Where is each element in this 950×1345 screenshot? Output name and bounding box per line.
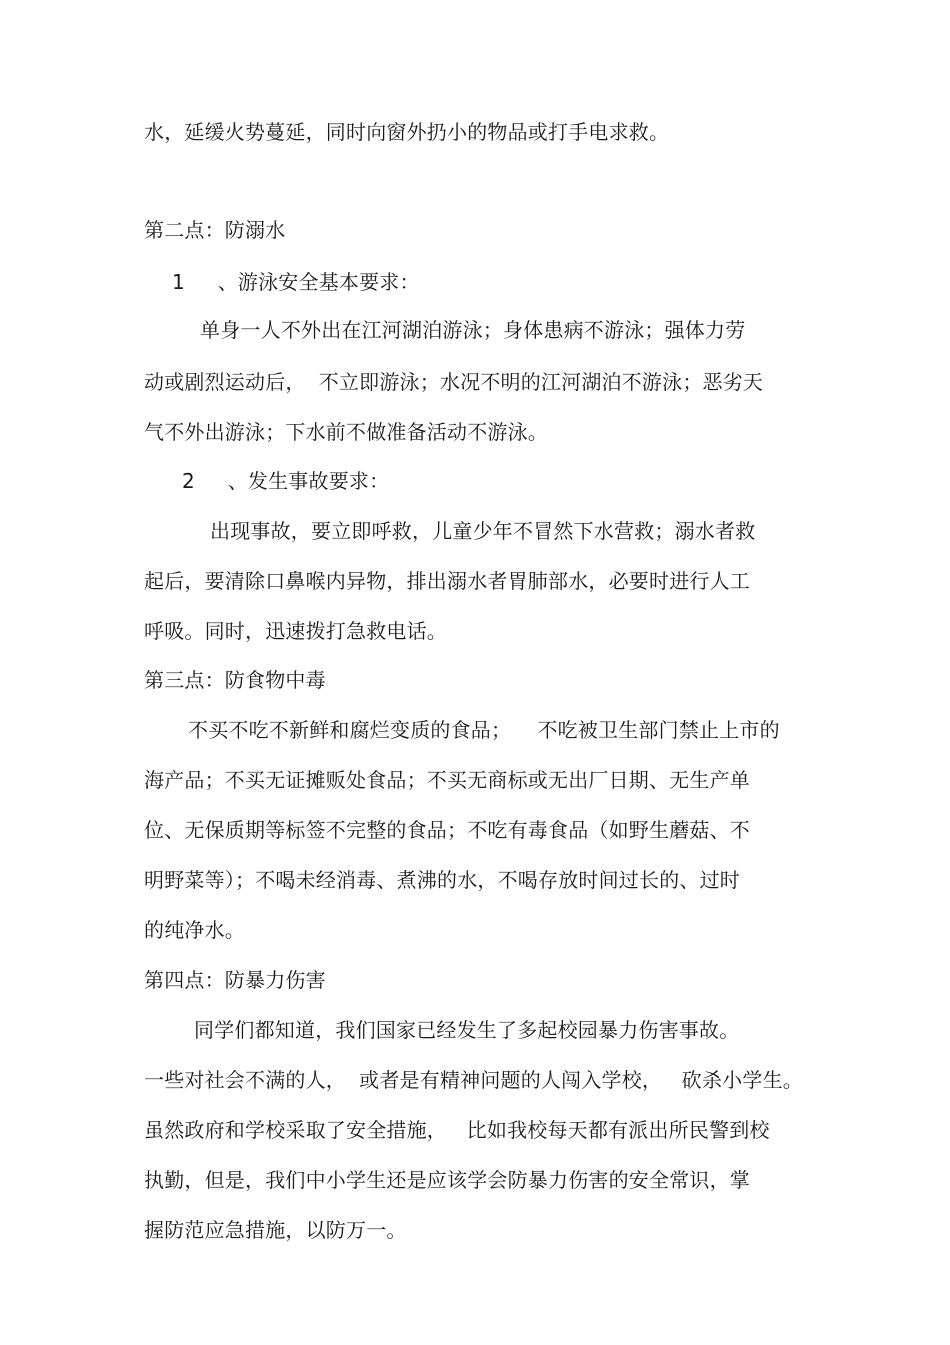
paragraph-line: 动或剧烈运动后， 不立即游泳；水况不明的江河湖泊不游泳；恶劣天: [144, 370, 764, 394]
paragraph-line: 海产品；不买无证摊贩处食品；不买无商标或无出厂日期、无生产单: [144, 768, 750, 792]
paragraph-line: 的纯净水。: [144, 918, 245, 942]
subsection-heading: 1 、游泳安全基本要求：: [172, 270, 420, 294]
paragraph-line: 同学们都知道，我们国家已经发生了多起校园暴力伤害事故。: [194, 1018, 740, 1042]
paragraph-line: 位、无保质期等标签不完整的食品；不吃有毒食品（如野生蘑菇、不: [144, 818, 750, 842]
paragraph-line: 执勤，但是，我们中小学生还是应该学会防暴力伤害的安全常识，掌: [144, 1168, 750, 1192]
subsection-heading: 2 、发生事故要求：: [182, 469, 390, 493]
paragraph-line: 气不外出游泳；下水前不做准备活动不游泳。: [144, 420, 548, 444]
paragraph-line: 呼吸。同时，迅速拨打急救电话。: [144, 619, 447, 643]
section-heading: 第二点：防溺水: [144, 218, 286, 242]
paragraph-line: 明野菜等）；不喝未经消毒、煮沸的水，不喝存放时间过长的、过时: [144, 868, 740, 892]
section-heading: 第三点：防食物中毒: [144, 668, 326, 692]
paragraph-line: 握防范应急措施，以防万一。: [144, 1218, 407, 1242]
paragraph-line: 单身一人不外出在江河湖泊游泳；身体患病不游泳；强体力劳: [200, 318, 746, 342]
paragraph-line: 起后，要清除口鼻喉内异物，排出溺水者胃肺部水，必要时进行人工: [144, 569, 750, 593]
paragraph-line: 一些对社会不满的人， 或者是有精神问题的人闯入学校， 砍杀小学生。: [144, 1068, 803, 1092]
paragraph-line: 虽然政府和学校采取了安全措施， 比如我校每天都有派出所民警到校: [144, 1118, 770, 1142]
paragraph-line: 不买不吃不新鲜和腐烂变质的食品； 不吃被卫生部门禁止上市的: [188, 718, 780, 742]
section-heading: 第四点：防暴力伤害: [144, 968, 326, 992]
paragraph-line: 出现事故，要立即呼救，儿童少年不冒然下水营救；溺水者救: [210, 519, 756, 543]
paragraph-line: 水，延缓火势蔓延，同时向窗外扔小的物品或打手电求救。: [144, 120, 670, 144]
